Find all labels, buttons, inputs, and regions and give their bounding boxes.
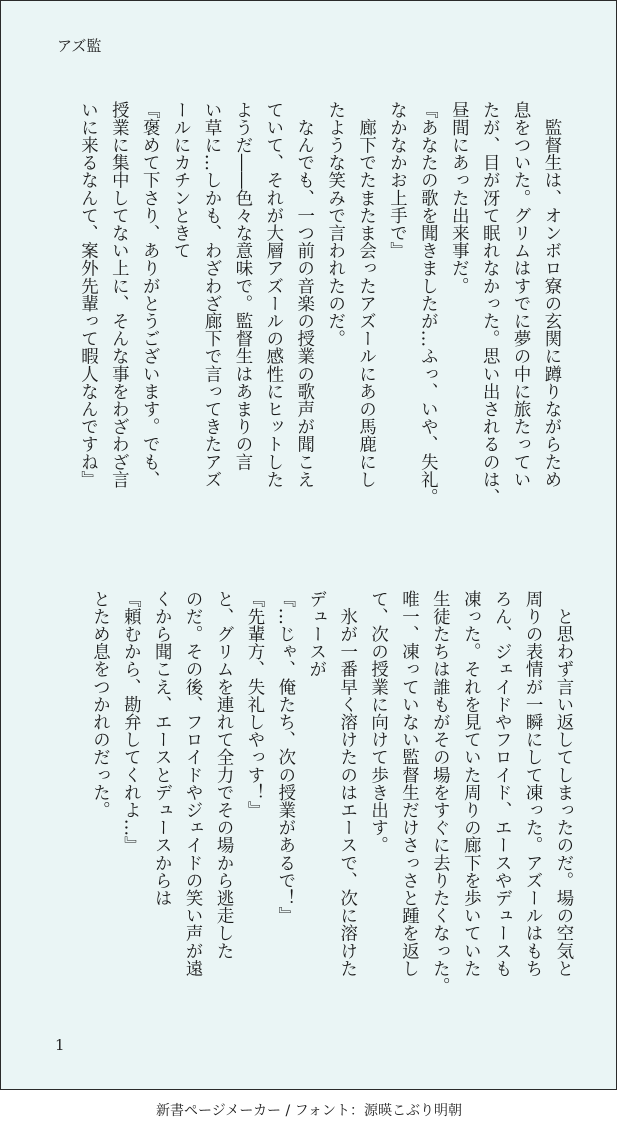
text-column-bottom: と思わず言い返してしまったのだ。場の空気と 周りの表情が一瞬にして凍った。アズールはもち ろん、ジェイドやフロイド、エースやデュースも 凍った。それを見ていた周りの廊下を歩いていた 生徒たちは誰もがその場をすぐに去りたくなった。 唯一、凍っていない監督生だけさっさと踵を返し て、次の授業に向けて歩き出す。 氷が一番早く溶けたのはエースで、次に溶けた デュースが 『…じゃ、俺たち、次の授業があるで！』 『先輩方、失礼しやっす！』 と、グリムを連れて全力でその場から逃走した のだ。その後、フロイドやジェイドの笑い声が遠 くから聞こえ、エースとデュースからは 『頼むから、勘弁してくれよ…』 とため息をつかれのだった。: [89, 590, 573, 995]
page-title: アズ監: [57, 37, 102, 55]
text-column-top: 監督生は、オンボロ寮の玄関に蹲りながらため 息をついた。グリムはすでに夢の中に旅たってい たが、目が冴て眠れなかった。思い出されるのは、 昼間にあった出来事だ。 『あなたの歌を聞きましたが…ふっ、いや、失礼。 なかなかお上手で』 廊下でたまたま会ったアズールにあの馬鹿にし たような笑みで言われたのだ。 なんでも、一つ前の音楽の授業の歌声が聞こえ ていて、それが大層アズールの感性にヒットした ようだ――色々な意味で。監督生はあまりの言 い草に…しかも、わざわざ廊下で言ってきたアズ ールにカチンときて 『褒めて下さり、ありがとうございます。でも、 授業に集中してない上に、そんな事をわざわざ言 いに来るなんて、案外先輩って暇人なんですね』: [77, 101, 561, 506]
footer-credit: 新書ページメーカー / フォント：源暎こぶり明朝: [156, 1103, 462, 1119]
page-number: 1: [55, 1036, 65, 1054]
